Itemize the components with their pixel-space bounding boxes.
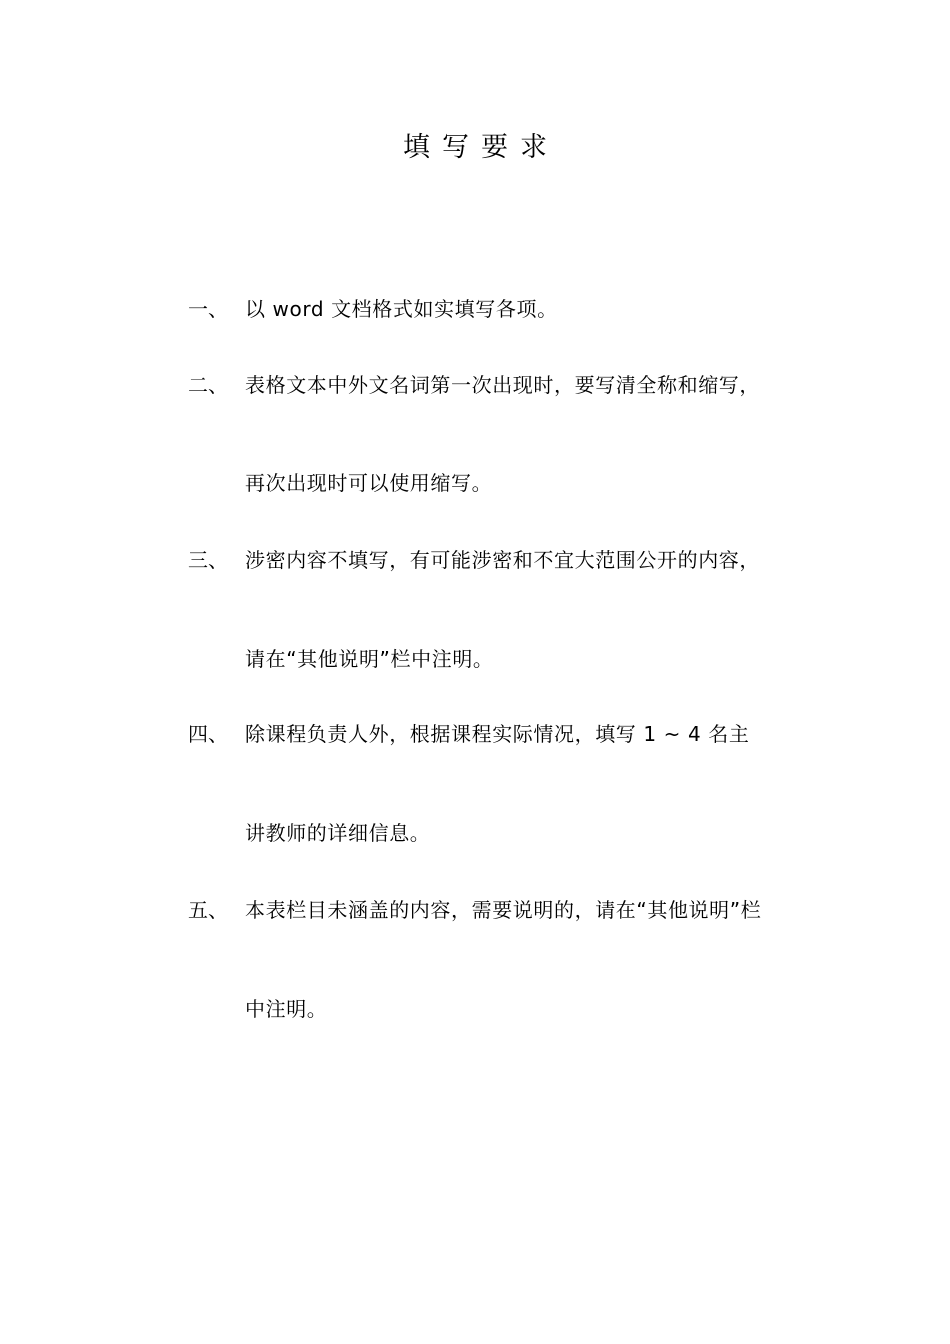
item-text-line: 以 word 文档格式如实填写各项。 — [245, 297, 558, 321]
item-text-line: 本表栏目未涵盖的内容，需要说明的，请在“其他说明”栏 — [245, 898, 762, 922]
item-number: 五、 — [188, 898, 228, 922]
item-text-line: 请在“其他说明”栏中注明。 — [245, 647, 494, 671]
item-number: 三、 — [188, 548, 228, 572]
item-text-line: 中注明。 — [245, 997, 328, 1021]
item-text-line: 涉密内容不填写，有可能涉密和不宜大范围公开的内容， — [245, 548, 760, 572]
item-text-line: 再次出现时可以使用缩写。 — [245, 471, 493, 495]
item-text-line: 除课程负责人外，根据课程实际情况，填写 1 ~ 4 名主 — [245, 722, 750, 746]
item-number: 一、 — [188, 297, 228, 321]
page-title: 填写要求 — [403, 132, 559, 163]
item-number: 四、 — [188, 722, 228, 746]
item-text-line: 讲教师的详细信息。 — [245, 821, 431, 845]
item-text-line: 表格文本中外文名词第一次出现时，要写清全称和缩写， — [245, 373, 760, 397]
item-number: 二、 — [188, 373, 228, 397]
